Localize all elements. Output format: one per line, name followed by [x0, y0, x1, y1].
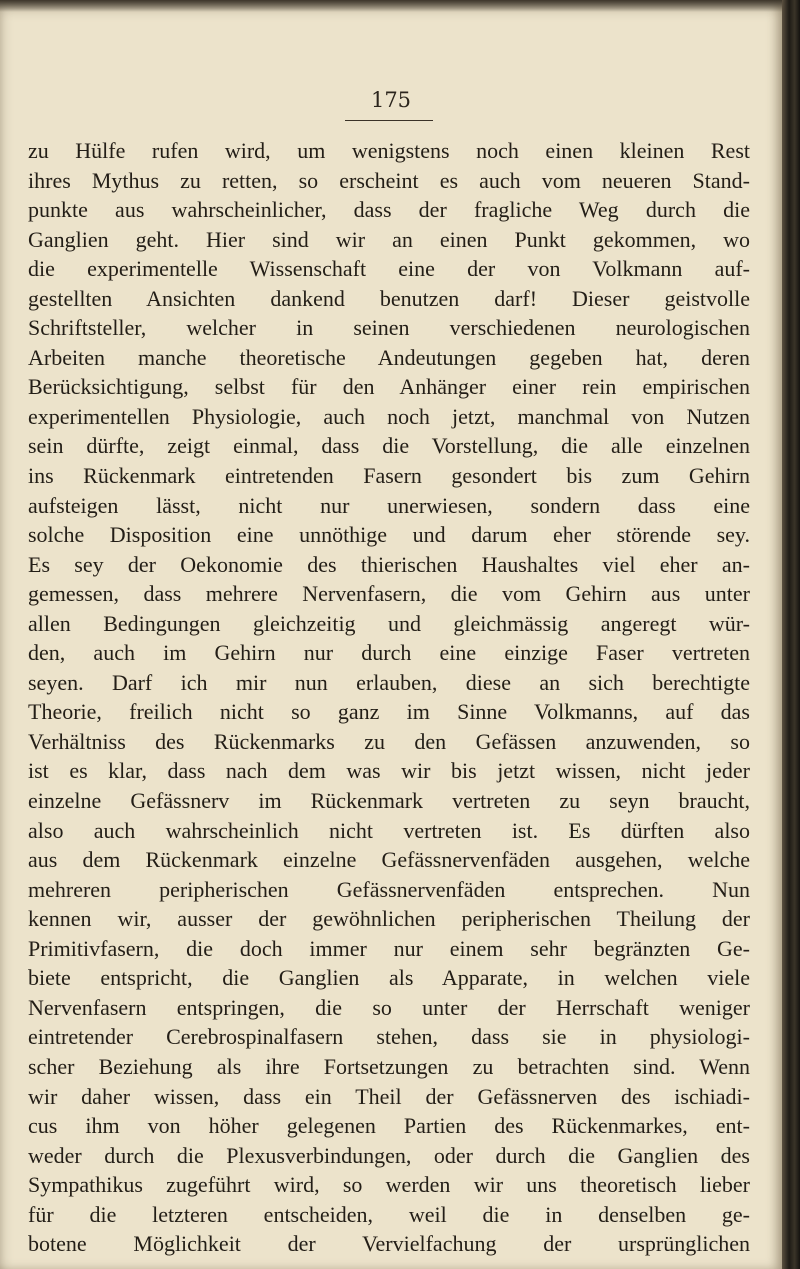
text-line: aus dem Rückenmark einzelne Gefässnervenfäden ausgehen, welche	[28, 847, 750, 873]
text-line: allen Bedingungen gleichzeitig und gleichmässig angeregt wür-	[28, 610, 750, 636]
text-line: Arbeiten manche theoretische Andeutungen gegeben hat, deren	[28, 344, 750, 370]
text-line: gestellten Ansichten dankend benutzen darf! Dieser geistvolle	[28, 285, 750, 311]
text-line: zu Hülfe rufen wird, um wenigstens noch einen kleinen Rest	[28, 138, 750, 163]
text-line: also auch wahrscheinlich nicht vertreten ist. Es dürften also	[28, 817, 750, 843]
text-line: Ganglien geht. Hier sind wir an einen Punkt gekommen, wo	[28, 226, 750, 252]
text-line: mehreren peripherischen Gefässnervenfäden entsprechen. Nun	[28, 876, 750, 902]
page-number-rule	[345, 120, 433, 121]
text-line: kennen wir, ausser der gewöhnlichen peripherischen Theilung der	[28, 906, 750, 932]
text-line: solche Disposition eine unnöthige und darum eher störende sey.	[28, 522, 750, 548]
text-line: gemessen, dass mehrere Nervenfasern, die vom Gehirn aus unter	[28, 581, 750, 607]
text-line: für die letzteren entscheiden, weil die in denselben ge-	[28, 1201, 750, 1227]
text-line: cus ihm von höher gelegenen Partien des Rückenmarkes, ent-	[28, 1113, 750, 1139]
text-line: Nervenfasern entspringen, die so unter der Herrschaft weniger	[28, 994, 750, 1020]
text-line: ist es klar, dass nach dem was wir bis jetzt wissen, nicht jeder	[28, 758, 750, 784]
text-line: einzelne Gefässnerv im Rückenmark vertreten zu seyn braucht,	[28, 788, 750, 814]
text-line: biete entspricht, die Ganglien als Apparate, in welchen viele	[28, 965, 750, 991]
page-top-shadow	[0, 0, 782, 12]
text-line: weder durch die Plexusverbindungen, oder durch die Ganglien des	[28, 1142, 750, 1168]
text-line: Primitivfasern, die doch immer nur einem sehr begränzten Ge-	[28, 935, 750, 961]
text-line: Verhältniss des Rückenmarks zu den Gefässen anzuwenden, so	[28, 728, 750, 754]
text-line: ihres Mythus zu retten, so erscheint es auch vom neueren Stand-	[28, 167, 750, 193]
book-binding-edge	[782, 0, 800, 1269]
text-line: wir daher wissen, dass ein Theil der Gefässnerven des ischiadi-	[28, 1083, 750, 1109]
text-line: die experimentelle Wissenschaft eine der von Volkmann auf-	[28, 256, 750, 282]
page-number: 175	[370, 88, 412, 112]
text-line: Sympathikus zugeführt wird, so werden wir uns theoretisch lieber	[28, 1172, 750, 1198]
text-line: sein dürfte, zeigt einmal, dass die Vorstellung, die alle einzelnen	[28, 433, 750, 459]
text-line: punkte aus wahrscheinlicher, dass der fragliche Weg durch die	[28, 197, 750, 223]
text-line: experimentellen Physiologie, auch noch jetzt, manchmal von Nutzen	[28, 403, 750, 429]
text-line: aufsteigen lässt, nicht nur unerwiesen, sondern dass eine	[28, 492, 750, 518]
text-line: Berücksichtigung, selbst für den Anhänger einer rein empirischen	[28, 374, 750, 400]
text-line: ins Rückenmark eintretenden Fasern gesondert bis zum Gehirn	[28, 463, 750, 489]
body-text	[28, 136, 750, 1259]
text-line: scher Beziehung als ihre Fortsetzungen zu betrachten sind. Wenn	[28, 1053, 750, 1079]
text-line: Es sey der Oekonomie des thierischen Haushaltes viel eher an-	[28, 551, 750, 577]
text-line: den, auch im Gehirn nur durch eine einzige Faser vertreten	[28, 640, 750, 666]
text-line: botene Möglichkeit der Vervielfachung der ursprünglichen	[28, 1231, 750, 1257]
text-line: eintretender Cerebrospinalfasern stehen, dass sie in physiologi-	[28, 1024, 750, 1050]
text-line: seyen. Darf ich mir nun erlauben, diese an sich berechtigte	[28, 669, 750, 695]
text-line: Theorie, freilich nicht so ganz im Sinne Volkmanns, auf das	[28, 699, 750, 725]
text-line: Schriftsteller, welcher in seinen verschiedenen neurologischen	[28, 315, 750, 341]
